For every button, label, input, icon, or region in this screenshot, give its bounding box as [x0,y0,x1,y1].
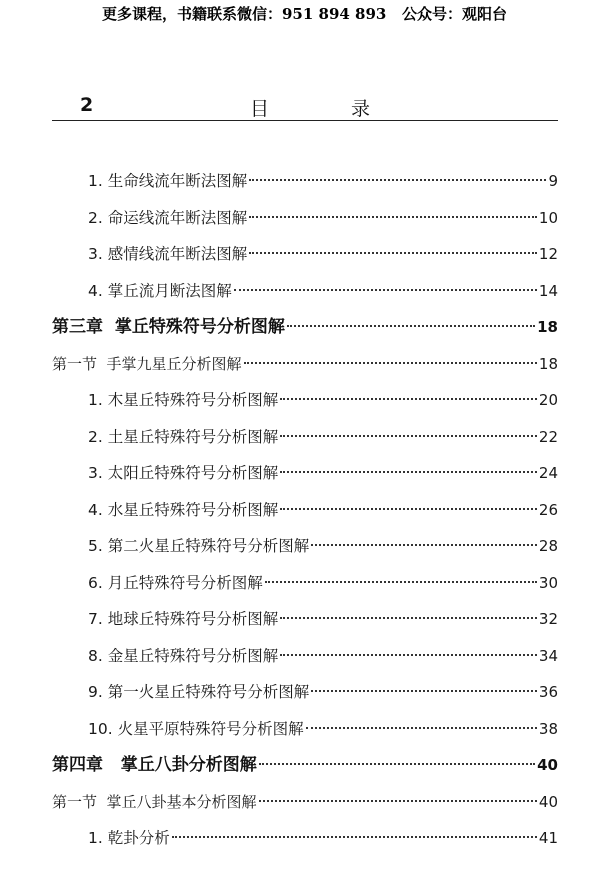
toc-entry-page: 26 [538,500,558,519]
toc-item [52,419,558,456]
dot-leader [249,216,537,218]
toc-item [52,200,558,237]
dot-leader [249,252,537,254]
toc-entry-label: 第四章 掌丘八卦分析图解 [52,755,257,775]
toc-item [52,601,558,638]
toc-entry-label: 2. 命运线流年断法图解 [88,208,248,227]
toc-section [52,784,558,821]
dot-leader [280,508,537,510]
toc-entry-label: 3. 感情线流年断法图解 [88,245,248,263]
toc-entry-page: 41 [538,829,558,847]
toc-entry-label: 5. 第二火星丘特殊符号分析图解 [88,537,310,555]
toc-item [52,492,558,529]
toc-item [52,674,558,711]
dot-leader [280,398,537,400]
toc-entry-label: 8. 金星丘特殊符号分析图解 [88,646,279,665]
toc-entry-label: 1. 乾卦分析 [88,829,170,847]
dot-leader [244,362,537,364]
toc-entry-page: 22 [538,427,558,446]
dot-leader [280,654,537,656]
toc-item [52,565,558,602]
dot-leader [172,836,537,838]
toc-item [52,382,558,419]
toc-entry-page: 18 [538,354,558,373]
toc-chapter [52,747,558,784]
dot-leader [311,544,537,546]
toc-entry-label: 7. 地球丘特殊符号分析图解 [88,610,279,628]
page-number: 2 [80,94,94,116]
toc-item [52,528,558,565]
toc-entry-page: 38 [538,719,558,738]
toc-entry-page: 34 [538,646,558,665]
toc-entry-label: 9. 第一火星丘特殊符号分析图解 [88,683,310,701]
dot-leader [280,435,537,437]
toc-item [52,711,558,748]
toc-item [52,820,558,857]
toc-section [52,346,558,383]
toc-entry-label: 4. 水星丘特殊符号分析图解 [88,500,279,519]
dot-leader [287,325,535,327]
toc-entry-label: 1. 生命线流年断法图解 [88,172,248,190]
dot-leader [306,727,537,729]
toc-entry-page: 18 [537,318,558,336]
toc-chapter [52,309,558,346]
toc-item [52,163,558,200]
dot-leader [311,690,537,692]
toc-entry-page: 32 [538,610,558,628]
toc-entry-page: 36 [538,683,558,701]
page-header [52,94,558,121]
toc-item [52,455,558,492]
toc-entry-label: 第三章 掌丘特殊符号分析图解 [52,317,285,337]
dot-leader [249,179,546,181]
dot-leader [259,800,537,802]
toc-entry-page: 12 [538,245,558,263]
toc-entry-label: 1. 木星丘特殊符号分析图解 [88,391,279,409]
toc-entry-label: 第一节 掌丘八卦基本分析图解 [52,792,257,811]
toc-entry-label: 第一节 手掌九星丘分析图解 [52,354,242,373]
toc-entry-page: 14 [538,281,558,300]
contact-watermark: 更多课程，书籍联系微信：951 894 893 公众号：观阳台 [101,5,508,23]
toc-entry-label: 4. 掌丘流月断法图解 [88,281,232,300]
toc-entry-page: 9 [548,172,558,190]
dot-leader [259,763,535,765]
toc-item [52,638,558,675]
dot-leader [234,289,537,291]
toc-entry-page: 10 [538,208,558,227]
toc-entry-page: 20 [538,391,558,409]
toc-entry-label: 10. 火星平原特殊符号分析图解 [88,719,304,738]
toc-entry-page: 40 [538,792,558,811]
table-of-contents [52,163,558,857]
dot-leader [280,471,537,473]
toc-entry-page: 30 [538,573,558,592]
page-title: 目录 [250,98,453,120]
toc-entry-label: 3. 太阳丘特殊符号分析图解 [88,464,279,482]
toc-entry-label: 2. 土星丘特殊符号分析图解 [88,427,279,446]
toc-entry-page: 28 [538,537,558,555]
toc-item [52,273,558,310]
dot-leader [280,617,537,619]
toc-item [52,236,558,273]
toc-entry-page: 24 [538,464,558,482]
dot-leader [265,581,537,583]
toc-entry-page: 40 [537,756,558,774]
toc-entry-label: 6. 月丘特殊符号分析图解 [88,573,263,592]
